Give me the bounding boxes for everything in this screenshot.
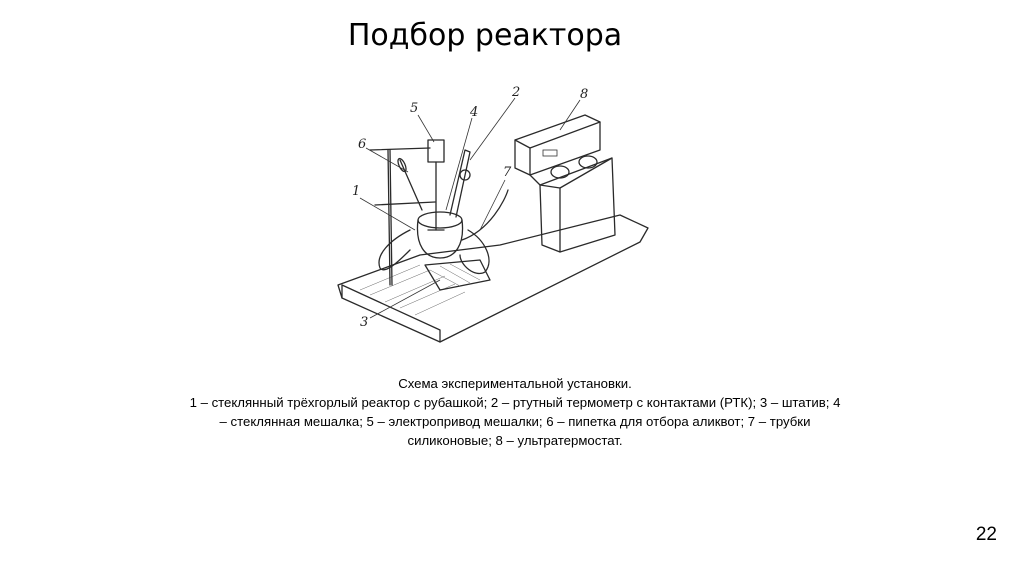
callout-4: 4 (470, 105, 479, 120)
pipette (396, 157, 422, 210)
callout-8: 8 (580, 87, 589, 102)
callout-1: 1 (352, 184, 361, 199)
callout-7: 7 (503, 165, 512, 180)
reactor (379, 190, 508, 274)
base-board (338, 215, 648, 342)
experimental-setup-drawing (330, 80, 670, 355)
page-number: 22 (975, 524, 997, 545)
setup-sketch (330, 80, 670, 355)
stirrer-and-motor (428, 140, 444, 230)
caption-line: 1 – стеклянный трёхгорлый реактор с рубашкой; 2 – ртутный термометр с контактами (РТК); 3 – штатив; 4 (189, 395, 841, 410)
caption-line: – стеклянная мешалка; 5 – электропривод мешалки; 6 – пипетка для отбора аликвот; 7 – трубки (219, 414, 811, 429)
callout-2: 2 (512, 85, 521, 100)
callout-6: 6 (358, 137, 367, 152)
caption-line: Схема экспериментальной установки. (398, 376, 632, 391)
caption-line: силиконовые; 8 – ультратермостат. (407, 433, 623, 448)
callout-3: 3 (360, 315, 369, 330)
callout-leaders (360, 98, 580, 318)
figure-caption (140, 374, 890, 450)
callout-5: 5 (410, 101, 419, 116)
slide-title: Подбор реактора (347, 18, 623, 53)
ultrathermostat (515, 115, 615, 252)
